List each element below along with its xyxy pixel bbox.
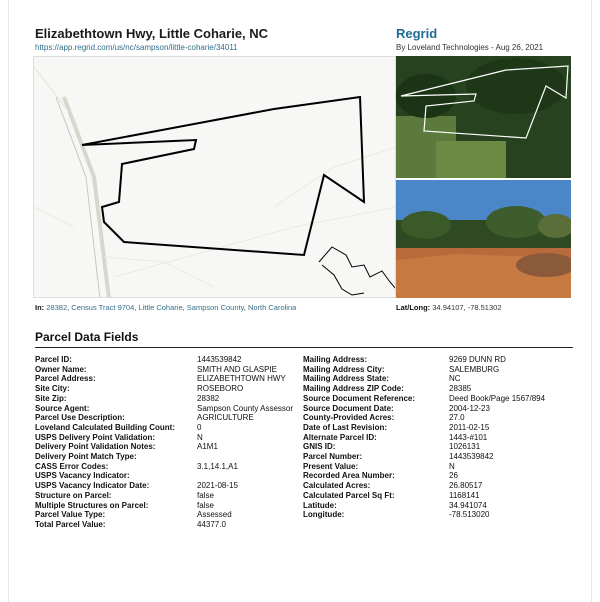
field-value: N [449,461,455,471]
county-link[interactable]: Sampson County [186,303,244,312]
field-label: Parcel Use Description: [35,413,125,423]
field-label: Mailing Address ZIP Code: [303,384,404,394]
field-row [35,365,305,375]
field-value: ROSEBORO [197,384,244,394]
field-value: Sampson County Assessor [197,403,294,413]
field-row [303,365,573,375]
field-value: 28385 [449,384,472,394]
field-value: ELIZABETHTOWN HWY [197,374,286,384]
field-label: Delivery Point Validation Notes: [35,442,156,452]
field-row [35,384,305,394]
lot-line [274,147,396,207]
field-label: Date of Last Revision: [303,422,388,432]
field-label: Source Document Reference: [303,393,416,403]
in-label: In: [35,303,45,312]
field-value: 3.1,14.1,A1 [197,461,238,471]
field-row [303,452,573,462]
field-label: Delivery Point Match Type: [35,452,137,462]
field-row [35,442,305,452]
field-value: 44377.0 [197,519,226,529]
field-row [303,471,573,481]
field-label: Mailing Address City: [303,364,385,374]
road-edge [56,97,100,298]
field-row [35,394,305,404]
field-value: 27.0 [449,413,465,423]
fields-right-column [303,355,573,520]
field-row [303,442,573,452]
field-label: County-Provided Acres: [303,413,395,423]
field-label: USPS Vacancy Indicator: [35,471,130,481]
satellite-svg [396,56,571,178]
latlong-value: 34.94107, -78.51302 [432,303,502,312]
field-row [35,462,305,472]
field-label: Alternate Parcel ID: [303,432,377,442]
field-row [303,501,573,511]
field-row [35,452,305,462]
field-row [303,384,573,394]
location-line: In: 28382, Census Tract 9704, Little Coharie, Sampson County, North Carolina [35,303,297,312]
zip-link[interactable]: 28382 [46,303,68,312]
field-value: 9269 DUNN RD [449,355,506,364]
field-value: N [197,432,203,442]
field-row [303,413,573,423]
field-label: Calculated Parcel Sq Ft: [303,490,395,500]
field-row [35,413,305,423]
field-label: Site Zip: [35,393,67,403]
field-label: Parcel Number: [303,452,363,462]
field-value: 2004-12-23 [449,403,490,413]
field-value: 1443539842 [449,452,494,462]
field-row [303,481,573,491]
field-value: false [197,500,214,510]
parcel-outline [82,97,364,255]
field-row [35,433,305,443]
creek-line [319,247,396,289]
field-label: Mailing Address: [303,355,368,364]
photo-tree [486,206,546,238]
field-row [303,462,573,472]
field-label: GNIS ID: [303,442,336,452]
field-value: 26 [449,471,458,481]
field-value: A1M1 [197,442,218,452]
parcel-map[interactable] [33,56,396,298]
field-label: Recorded Area Number: [303,471,395,481]
field-label: Parcel Value Type: [35,510,106,520]
satellite-thumbnail[interactable] [396,56,571,178]
field-label: Source Document Date: [303,403,394,413]
photo-svg [396,180,571,298]
field-value: 28382 [197,393,220,403]
field-row [35,520,305,530]
lot-line [104,257,214,287]
field-label: USPS Delivery Point Validation: [35,432,156,442]
field-value: Assessed [197,510,232,520]
field-row [35,510,305,520]
brand-logo: Regrid [396,26,438,41]
field-row [303,374,573,384]
section-divider [35,347,573,348]
field-value: 0 [197,422,202,432]
field-row [35,404,305,414]
parcel-map-svg [34,57,396,298]
satellite-field [436,141,506,178]
field-value: false [197,490,214,500]
field-label: USPS Vacancy Indicator Date: [35,481,150,491]
field-label: Loveland Calculated Building Count: [35,422,175,432]
field-label: Parcel Address: [35,374,96,384]
photo-tree [401,211,451,239]
state-link[interactable]: North Carolina [247,303,297,312]
field-label: Owner Name: [35,364,87,374]
field-value: SMITH AND GLASPIE [197,364,278,374]
field-value: 26.80517 [449,481,483,491]
field-label: Site City: [35,384,70,394]
field-label: Multiple Structures on Parcel: [35,500,149,510]
report-url-link[interactable]: https://app.regrid.com/us/nc/sampson/little-coharie/34011 [35,43,238,52]
field-value: 2021-08-15 [197,481,238,491]
field-row [303,423,573,433]
field-label: Longitude: [303,510,345,520]
field-row [303,433,573,443]
field-row [35,501,305,511]
field-row [35,374,305,384]
field-value: 1443-#101 [449,432,488,442]
field-label: Structure on Parcel: [35,490,112,500]
field-row [303,491,573,501]
field-value: 1026131 [449,442,481,452]
field-label: CASS Error Codes: [35,461,109,471]
field-label: Source Agent: [35,403,90,413]
satellite-forest [466,58,566,114]
latlong-line [396,303,502,312]
field-label: Present Value: [303,461,359,471]
field-row [35,471,305,481]
latlong-label: Lat/Long: [396,303,431,312]
road-highway [64,97,109,298]
field-row [35,355,305,365]
lot-line [34,207,74,227]
road-minor [34,67,69,112]
place-link[interactable]: Little Coharie [138,303,183,312]
field-value: -78.513020 [449,510,490,520]
field-value: SALEMBURG [449,364,500,374]
byline: By Loveland Technologies - Aug 26, 2021 [396,43,544,52]
fields-left-column [35,355,305,530]
field-row [35,423,305,433]
field-value: Deed Book/Page 1567/894 [449,393,546,403]
field-value [197,452,297,462]
field-row [303,404,573,414]
field-label: Latitude: [303,500,337,510]
field-row [35,491,305,501]
tract-link[interactable]: Census Tract 9704 [71,303,135,312]
report-title: Elizabethtown Hwy, Little Coharie, NC [35,26,269,41]
field-value: AGRICULTURE [197,413,254,423]
field-label: Mailing Address State: [303,374,389,384]
creek-line [322,265,364,295]
field-row [35,481,305,491]
field-value: NC [449,374,461,384]
field-value: 2011-02-15 [449,422,490,432]
field-value: 1443539842 [197,355,242,364]
street-photo[interactable] [396,180,571,298]
field-label: Calculated Acres: [303,481,371,491]
field-label: Parcel ID: [35,355,72,364]
field-row [303,355,573,365]
field-row [303,394,573,404]
field-value: 1168141 [449,490,480,500]
section-title: Parcel Data Fields [35,330,139,344]
field-value: 34.941074 [449,500,487,510]
field-row [303,510,573,520]
field-label: Total Parcel Value: [35,519,106,529]
report-page [8,0,592,602]
field-value [197,471,297,481]
